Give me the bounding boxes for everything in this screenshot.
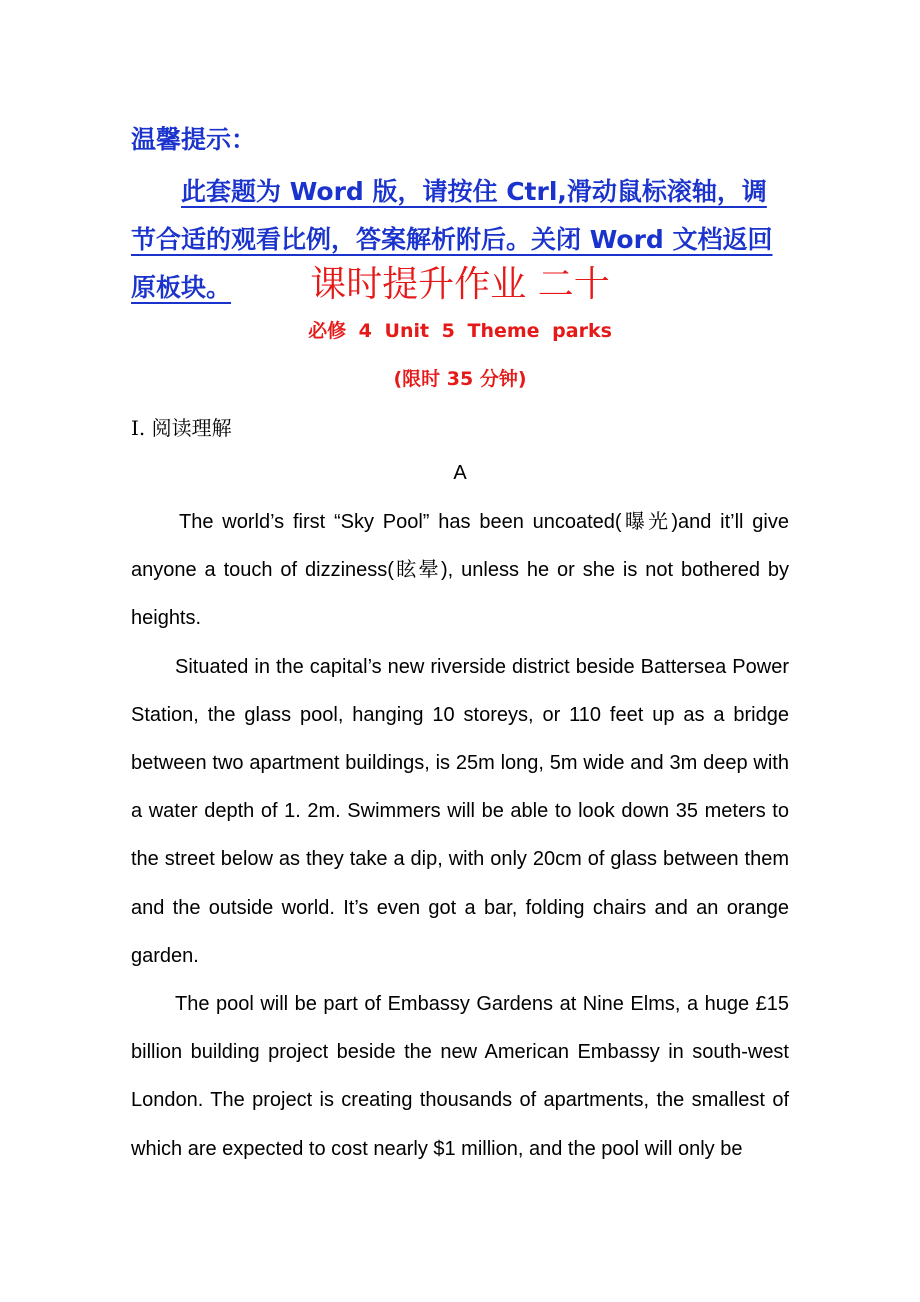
time-limit: (限时 35 分钟)	[393, 368, 527, 390]
tip-body-text: 此套题为 Word 版，请按住 Ctrl,滑动鼠标滚轴，调节合适的观看比例，答案解析附后。关闭 Word 文档返回原板块。	[131, 177, 773, 302]
page-subtitle: 必修 4 Unit 5 Theme parks	[308, 320, 612, 342]
tip-heading: 温馨提示：	[131, 125, 257, 154]
paragraph: The pool will be part of Embassy Gardens at Nine Elms, a huge £15 billion building project beside the new American Embassy in south-west London. The project is creating thousands of apartments, the smallest of which are expected to cost nearly $1 million, and the pool will only be	[131, 993, 789, 1160]
paragraph: Situated in the capital’s new riverside district beside Battersea Power Station, the glass pool, hanging 10 storeys, or 110 feet up as a bridge between two apartment buildings, is 25m long, 5m wide and 3m deep with a water depth of 1. 2m. Swimmers will be able to look down 35 meters to the street below as they take a dip, with only 20cm of glass between them and the outside world. It’s even got a bar, folding chairs and an orange garden.	[131, 655, 789, 967]
section-heading: Ⅰ. 阅读理解	[131, 416, 232, 440]
passage-letter: A	[453, 462, 467, 484]
page-title: 课时提升作业 二十	[310, 264, 610, 305]
passage-body	[131, 498, 789, 1173]
paragraph: The world’s first “Sky Pool” has been uncoated(曝光)and it’ll give anyone a touch of dizziness(眩晕), unless he or she is not bothered by heights.	[131, 511, 789, 630]
